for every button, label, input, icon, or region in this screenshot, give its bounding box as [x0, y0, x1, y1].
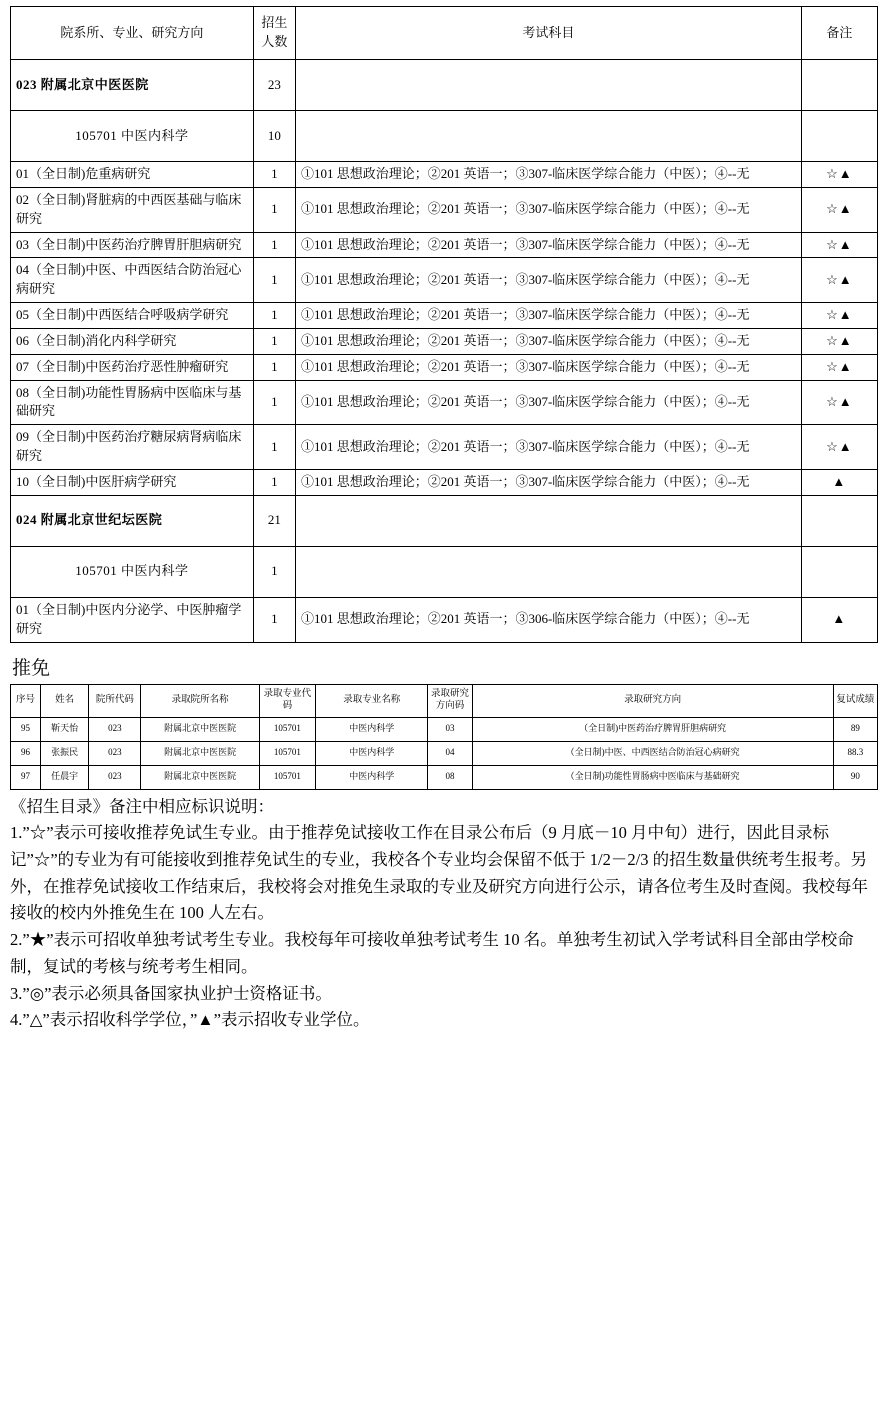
row-subjects: ①101 思想政治理论；②201 英语一；③307-临床医学综合能力（中医）；④--无 [295, 187, 801, 232]
row-enrollment: 1 [253, 187, 295, 232]
tm-cell-dept-name: 附属北京中医医院 [141, 741, 259, 765]
row-direction: 06（全日制)消化内科学研究 [11, 328, 254, 354]
tm-header-index: 序号 [11, 684, 41, 717]
table-header-row [11, 7, 878, 60]
table-row [11, 717, 878, 741]
table-row [11, 765, 878, 789]
tm-cell-score: 90 [833, 765, 877, 789]
table-row [11, 60, 878, 111]
row-direction: 01（全日制)中医内分泌学、中医肿瘤学研究 [11, 597, 254, 642]
tm-cell-dir-name: （全日制)中医药治疗脾胃肝胆病研究 [472, 717, 833, 741]
row-direction: 01（全日制)危重病研究 [11, 162, 254, 188]
tm-cell-dept-code: 023 [89, 765, 141, 789]
row-direction: 10（全日制)中医肝病学研究 [11, 469, 254, 495]
section-title-tuimian: 推免 [12, 657, 51, 679]
row-direction: 04（全日制)中医、中西医结合防治冠心病研究 [11, 258, 254, 303]
row-note: ☆▲ [801, 232, 877, 258]
row-subjects [295, 546, 801, 597]
row-note: ☆▲ [801, 162, 877, 188]
row-subjects: ①101 思想政治理论；②201 英语一；③307-临床医学综合能力（中医）；④--无 [295, 380, 801, 425]
tm-cell-index: 97 [11, 765, 41, 789]
row-subjects: ①101 思想政治理论；②201 英语一；③307-临床医学综合能力（中医）；④--无 [295, 232, 801, 258]
tm-cell-dir-code: 03 [428, 717, 472, 741]
row-note [801, 60, 877, 111]
row-note: ☆▲ [801, 187, 877, 232]
tm-header-score: 复试成绩 [833, 684, 877, 717]
notes-heading: 《招生目录》备注中相应标识说明： [10, 796, 274, 816]
table-header [11, 7, 878, 60]
row-enrollment: 21 [253, 495, 295, 546]
row-note [801, 546, 877, 597]
header-direction: 院系所、专业、研究方向 [11, 7, 254, 60]
table-row [11, 354, 878, 380]
tm-header-dir-code: 录取研究方向码 [428, 684, 472, 717]
row-note: ▲ [801, 469, 877, 495]
tm-cell-dir-name: （全日制)功能性胃肠病中医临床与基础研究 [472, 765, 833, 789]
table-row [11, 111, 878, 162]
row-major-name: 105701 中医内科学 [11, 111, 254, 162]
row-note: ▲ [801, 597, 877, 642]
row-enrollment: 1 [253, 232, 295, 258]
tm-header-major-name: 录取专业名称 [316, 684, 428, 717]
note-item-1: 1.”☆”表示可接收推荐免试生专业。由于推荐免试接收工作在目录公布后（9 月底－10 月中旬）进行，因此目录标记”☆”的专业为有可能接收到推荐免试生的专业，我校各个专业均会保留不低于 1/2－2/3 的招生数量供统考生报考。另外，在推荐免试接收工作结束后，我校将会对推免生录取的专业及研究方向进行公示，请各位考生及时查阅。我校每年接收的校内外推免生在 100 人左右。 [10, 823, 868, 923]
tm-cell-index: 95 [11, 717, 41, 741]
header-enrollment [253, 7, 295, 60]
tm-cell-major-name: 中医内科学 [316, 741, 428, 765]
row-direction: 09（全日制)中医药治疗糖尿病肾病临床研究 [11, 425, 254, 470]
row-enrollment: 1 [253, 354, 295, 380]
row-subjects: ①101 思想政治理论；②201 英语一；③307-临床医学综合能力（中医）；④--无 [295, 258, 801, 303]
table-row [11, 741, 878, 765]
header-enrollment-line2: 人数 [261, 34, 288, 49]
tm-cell-dir-code: 08 [428, 765, 472, 789]
row-enrollment: 1 [253, 258, 295, 303]
row-enrollment: 23 [253, 60, 295, 111]
table-header-row [11, 684, 878, 717]
table-row [11, 187, 878, 232]
row-enrollment: 1 [253, 425, 295, 470]
row-subjects [295, 60, 801, 111]
row-department-name: 024 附属北京世纪坛医院 [11, 495, 254, 546]
tm-cell-name: 张振民 [41, 741, 89, 765]
row-department-name: 023 附属北京中医医院 [11, 60, 254, 111]
row-subjects: ①101 思想政治理论；②201 英语一；③307-临床医学综合能力（中医）；④--无 [295, 328, 801, 354]
row-direction: 03（全日制)中医药治疗脾胃肝胆病研究 [11, 232, 254, 258]
tm-cell-score: 89 [833, 717, 877, 741]
table-row [11, 546, 878, 597]
tm-header-major-code: 录取专业代码 [259, 684, 315, 717]
row-subjects: ①101 思想政治理论；②201 英语一；③307-临床医学综合能力（中医）；④--无 [295, 425, 801, 470]
tuimian-header [11, 684, 878, 717]
row-note: ☆▲ [801, 354, 877, 380]
row-direction: 08（全日制)功能性胃肠病中医临床与基础研究 [11, 380, 254, 425]
table-row [11, 303, 878, 329]
tm-cell-dir-code: 04 [428, 741, 472, 765]
table-row [11, 597, 878, 642]
header-subjects: 考试科目 [295, 7, 801, 60]
tm-cell-index: 96 [11, 741, 41, 765]
row-note: ☆▲ [801, 425, 877, 470]
table-row [11, 258, 878, 303]
table-row [11, 469, 878, 495]
header-note: 备注 [801, 7, 877, 60]
row-subjects [295, 111, 801, 162]
tuimian-body [11, 717, 878, 789]
tm-cell-major-code: 105701 [259, 765, 315, 789]
tm-cell-score: 88.3 [833, 741, 877, 765]
tm-cell-major-name: 中医内科学 [316, 717, 428, 741]
tm-cell-name: 任晨宇 [41, 765, 89, 789]
row-subjects: ①101 思想政治理论；②201 英语一；③307-临床医学综合能力（中医）；④--无 [295, 469, 801, 495]
table-row [11, 380, 878, 425]
row-enrollment: 1 [253, 328, 295, 354]
table-body [11, 60, 878, 643]
admission-catalog-table [10, 6, 878, 643]
tm-cell-major-name: 中医内科学 [316, 765, 428, 789]
row-subjects [295, 495, 801, 546]
table-row [11, 328, 878, 354]
tm-header-dir-name: 录取研究方向 [472, 684, 833, 717]
row-note: ☆▲ [801, 303, 877, 329]
tm-cell-major-code: 105701 [259, 741, 315, 765]
row-subjects: ①101 思想政治理论；②201 英语一；③307-临床医学综合能力（中医）；④--无 [295, 162, 801, 188]
table-row [11, 162, 878, 188]
row-direction: 07（全日制)中医药治疗恶性肿瘤研究 [11, 354, 254, 380]
note-item-2: 2.”★”表示可招收单独考试考生专业。我校每年可接收单独考试考生 10 名。单独考生初试入学考试科目全部由学校命制，复试的考核与统考考生相同。 [10, 930, 854, 976]
table-row [11, 232, 878, 258]
row-subjects: ①101 思想政治理论；②201 英语一；③307-临床医学综合能力（中医）；④--无 [295, 354, 801, 380]
row-subjects: ①101 思想政治理论；②201 英语一；③307-临床医学综合能力（中医）；④--无 [295, 303, 801, 329]
row-enrollment: 1 [253, 380, 295, 425]
note-item-3: 3.”◎”表示必须具备国家执业护士资格证书。 [10, 983, 332, 1003]
row-note: ☆▲ [801, 380, 877, 425]
row-subjects: ①101 思想政治理论；②201 英语一；③306-临床医学综合能力（中医）；④--无 [295, 597, 801, 642]
row-major-name: 105701 中医内科学 [11, 546, 254, 597]
header-enrollment-line1: 招生 [261, 15, 288, 31]
row-note: ☆▲ [801, 258, 877, 303]
tm-header-dept-name: 录取院所名称 [141, 684, 259, 717]
row-enrollment: 1 [253, 546, 295, 597]
tm-header-dept-code: 院所代码 [89, 684, 141, 717]
row-enrollment: 10 [253, 111, 295, 162]
tm-cell-dept-name: 附属北京中医医院 [141, 765, 259, 789]
row-enrollment: 1 [253, 469, 295, 495]
row-note [801, 111, 877, 162]
tm-cell-dept-code: 023 [89, 741, 141, 765]
notes-section [10, 794, 879, 1034]
tm-cell-name: 靳天怡 [41, 717, 89, 741]
tm-cell-major-code: 105701 [259, 717, 315, 741]
row-direction: 02（全日制)肾脏病的中西医基础与临床研究 [11, 187, 254, 232]
recommended-exemption-table [10, 684, 878, 790]
table-row [11, 425, 878, 470]
row-note: ☆▲ [801, 328, 877, 354]
tm-cell-dir-name: （全日制)中医、中西医结合防治冠心病研究 [472, 741, 833, 765]
tm-cell-dept-name: 附属北京中医医院 [141, 717, 259, 741]
row-note [801, 495, 877, 546]
row-enrollment: 1 [253, 597, 295, 642]
note-item-4: 4.”△”表示招收科学学位，”▲”表示招收专业学位。 [10, 1010, 370, 1030]
tm-header-name: 姓名 [41, 684, 89, 717]
row-enrollment: 1 [253, 162, 295, 188]
tm-cell-dept-code: 023 [89, 717, 141, 741]
row-direction: 05（全日制)中西医结合呼吸病学研究 [11, 303, 254, 329]
table-row [11, 495, 878, 546]
row-enrollment: 1 [253, 303, 295, 329]
